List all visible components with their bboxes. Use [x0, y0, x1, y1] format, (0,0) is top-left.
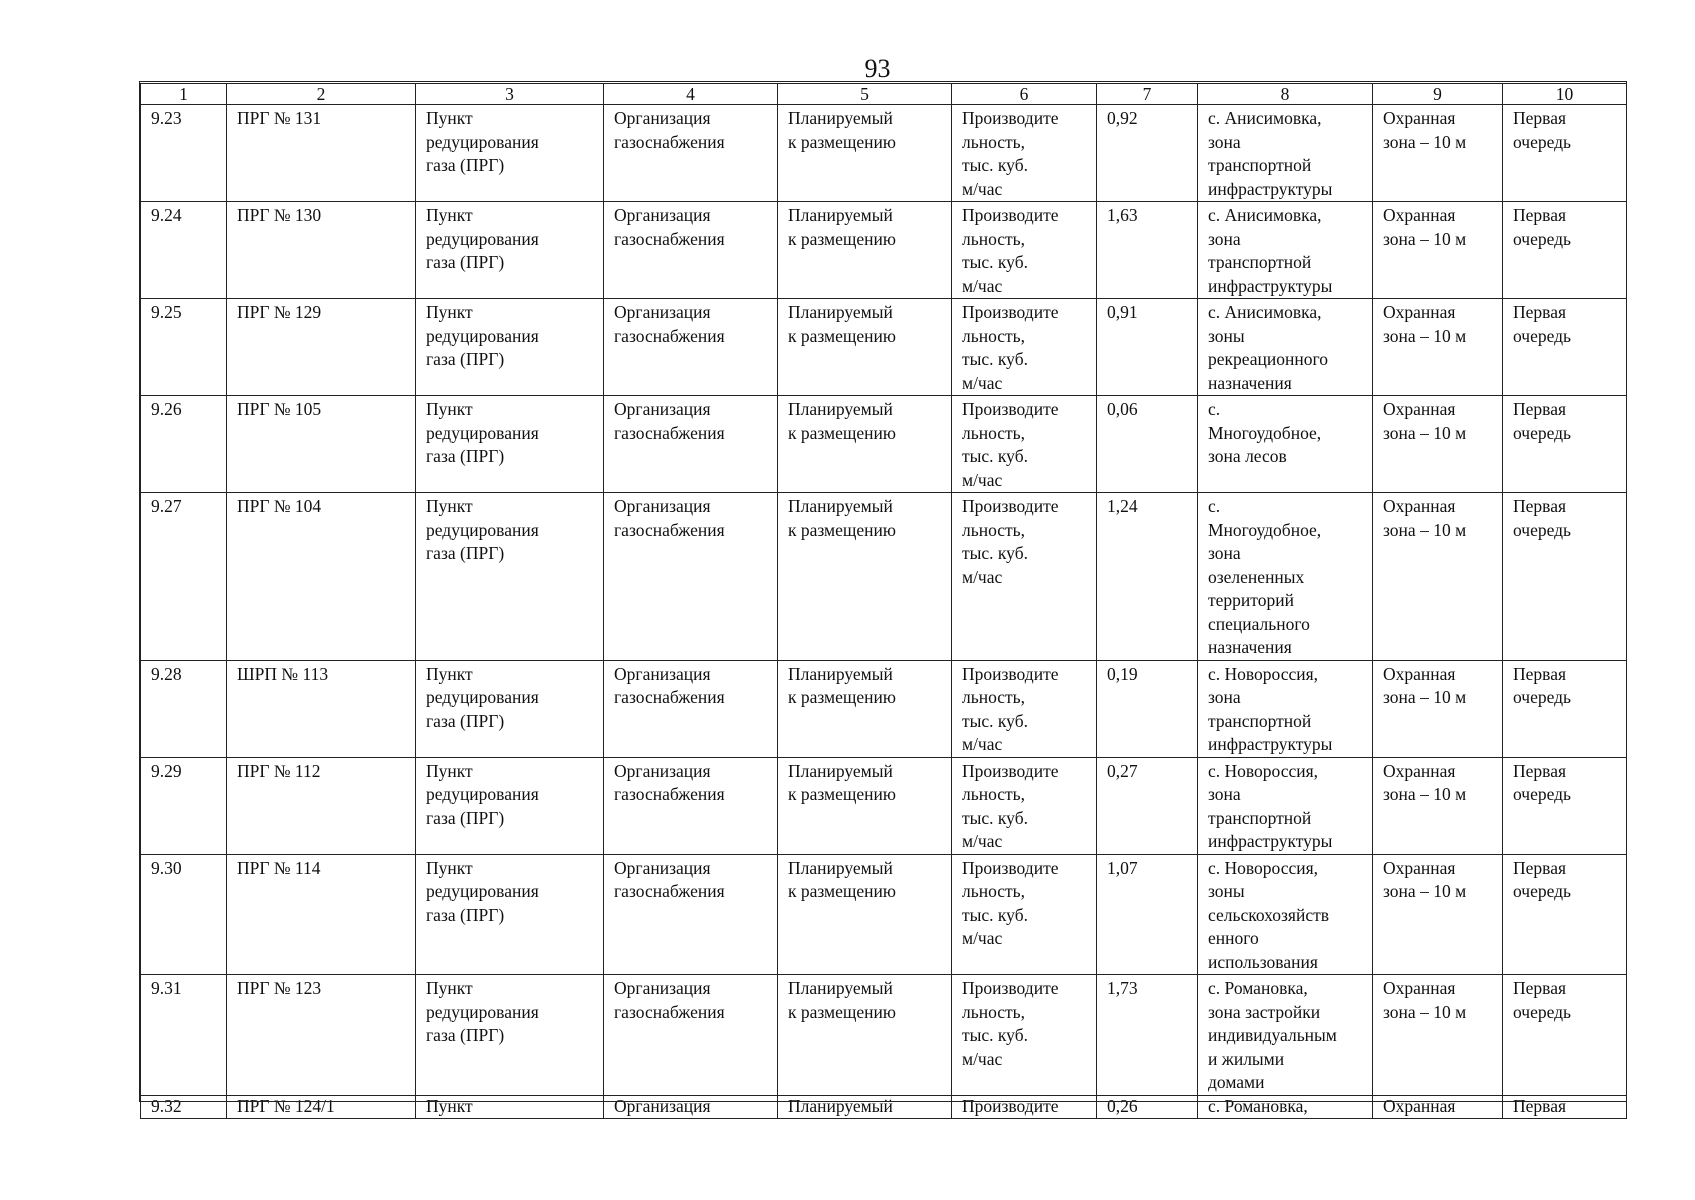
facility-code-cell: ПРГ № 114: [227, 854, 416, 975]
location-cell: с. Романовка, зона застройки индивидуальным и жилыми домами: [1198, 975, 1373, 1096]
purpose-cell: Организация газоснабжения: [604, 202, 778, 299]
stage-cell: Первая очередь: [1503, 105, 1627, 202]
zone-cell: Охранная зона – 10 м: [1373, 493, 1503, 661]
location-cell: с. Многоудобное, зона озелененных территорий специального назначения: [1198, 493, 1373, 661]
facilities-table: [140, 83, 1627, 1119]
zone-cell: Охранная зона – 10 м: [1373, 854, 1503, 975]
facility-type-cell: Пункт редуцирования газа (ПРГ): [416, 105, 604, 202]
stage-cell: Первая очередь: [1503, 299, 1627, 396]
purpose-cell: Организация газоснабжения: [604, 975, 778, 1096]
status-cell: Планируемый к размещению: [778, 299, 952, 396]
characteristic-cell: Производите льность, тыс. куб. м/час: [952, 854, 1097, 975]
value-cell: 0,92: [1097, 105, 1198, 202]
value-cell: 0,19: [1097, 660, 1198, 757]
characteristic-cell: Производите льность, тыс. куб. м/час: [952, 105, 1097, 202]
facility-type-cell: Пункт редуцирования газа (ПРГ): [416, 854, 604, 975]
status-cell: Планируемый к размещению: [778, 493, 952, 661]
table-row: [141, 854, 1627, 975]
column-number: 9: [1373, 84, 1503, 105]
purpose-cell: Организация газоснабжения: [604, 299, 778, 396]
item-number-cell: 9.23: [141, 105, 227, 202]
item-number-cell: 9.30: [141, 854, 227, 975]
characteristic-cell: Производите льность, тыс. куб. м/час: [952, 757, 1097, 854]
status-cell: Планируемый к размещению: [778, 854, 952, 975]
location-cell: с. Анисимовка, зона транспортной инфраструктуры: [1198, 105, 1373, 202]
table-row: [141, 493, 1627, 661]
status-cell: Планируемый к размещению: [778, 975, 952, 1096]
facility-type-cell: Пункт: [416, 1095, 604, 1118]
value-cell: 0,27: [1097, 757, 1198, 854]
page-number: 93: [864, 54, 891, 83]
stage-cell: Первая очередь: [1503, 975, 1627, 1096]
purpose-cell: Организация газоснабжения: [604, 854, 778, 975]
characteristic-cell: Производите льность, тыс. куб. м/час: [952, 396, 1097, 493]
status-cell: Планируемый к размещению: [778, 105, 952, 202]
column-number: 2: [227, 84, 416, 105]
stage-cell: Первая очередь: [1503, 854, 1627, 975]
table-row: [141, 105, 1627, 202]
value-cell: 0,06: [1097, 396, 1198, 493]
stage-cell: Первая очередь: [1503, 660, 1627, 757]
facility-type-cell: Пункт редуцирования газа (ПРГ): [416, 493, 604, 661]
zone-cell: Охранная зона – 10 м: [1373, 975, 1503, 1096]
facility-code-cell: ПРГ № 124/1: [227, 1095, 416, 1118]
status-cell: Планируемый к размещению: [778, 660, 952, 757]
characteristic-cell: Производите льность, тыс. куб. м/час: [952, 660, 1097, 757]
location-cell: с. Многоудобное, зона лесов: [1198, 396, 1373, 493]
facility-code-cell: ПРГ № 129: [227, 299, 416, 396]
column-number: 5: [778, 84, 952, 105]
item-number-cell: 9.25: [141, 299, 227, 396]
purpose-cell: Организация газоснабжения: [604, 493, 778, 661]
table-row: [141, 1095, 1627, 1118]
stage-cell: Первая: [1503, 1095, 1627, 1118]
characteristic-cell: Производите льность, тыс. куб. м/час: [952, 299, 1097, 396]
column-number: 8: [1198, 84, 1373, 105]
item-number-cell: 9.26: [141, 396, 227, 493]
table-row: [141, 396, 1627, 493]
location-cell: с. Анисимовка, зона транспортной инфраструктуры: [1198, 202, 1373, 299]
zone-cell: Охранная зона – 10 м: [1373, 105, 1503, 202]
value-cell: 1,24: [1097, 493, 1198, 661]
item-number-cell: 9.24: [141, 202, 227, 299]
value-cell: 0,91: [1097, 299, 1198, 396]
facility-code-cell: ПРГ № 123: [227, 975, 416, 1096]
location-cell: с. Новороссия, зоны сельскохозяйств енного использования: [1198, 854, 1373, 975]
column-number: 6: [952, 84, 1097, 105]
status-cell: Планируемый к размещению: [778, 202, 952, 299]
location-cell: с. Анисимовка, зоны рекреационного назначения: [1198, 299, 1373, 396]
zone-cell: Охранная зона – 10 м: [1373, 202, 1503, 299]
table-row: [141, 757, 1627, 854]
value-cell: 1,63: [1097, 202, 1198, 299]
location-cell: с. Новороссия, зона транспортной инфраструктуры: [1198, 660, 1373, 757]
purpose-cell: Организация газоснабжения: [604, 396, 778, 493]
value-cell: 1,07: [1097, 854, 1198, 975]
stage-cell: Первая очередь: [1503, 202, 1627, 299]
facility-type-cell: Пункт редуцирования газа (ПРГ): [416, 299, 604, 396]
column-number: 7: [1097, 84, 1198, 105]
location-cell: с. Романовка,: [1198, 1095, 1373, 1118]
table-row: [141, 202, 1627, 299]
facility-type-cell: Пункт редуцирования газа (ПРГ): [416, 975, 604, 1096]
item-number-cell: 9.31: [141, 975, 227, 1096]
value-cell: 0,26: [1097, 1095, 1198, 1118]
facility-type-cell: Пункт редуцирования газа (ПРГ): [416, 396, 604, 493]
facility-type-cell: Пункт редуцирования газа (ПРГ): [416, 202, 604, 299]
table-row: [141, 660, 1627, 757]
column-number-row: [141, 84, 1627, 105]
zone-cell: Охранная зона – 10 м: [1373, 396, 1503, 493]
purpose-cell: Организация: [604, 1095, 778, 1118]
characteristic-cell: Производите льность, тыс. куб. м/час: [952, 975, 1097, 1096]
stage-cell: Первая очередь: [1503, 396, 1627, 493]
facility-code-cell: ПРГ № 112: [227, 757, 416, 854]
zone-cell: Охранная зона – 10 м: [1373, 660, 1503, 757]
status-cell: Планируемый к размещению: [778, 757, 952, 854]
table-row: [141, 299, 1627, 396]
facility-type-cell: Пункт редуцирования газа (ПРГ): [416, 757, 604, 854]
characteristic-cell: Производите: [952, 1095, 1097, 1118]
purpose-cell: Организация газоснабжения: [604, 757, 778, 854]
status-cell: Планируемый: [778, 1095, 952, 1118]
facility-type-cell: Пункт редуцирования газа (ПРГ): [416, 660, 604, 757]
facility-code-cell: ШРП № 113: [227, 660, 416, 757]
item-number-cell: 9.32: [141, 1095, 227, 1118]
value-cell: 1,73: [1097, 975, 1198, 1096]
purpose-cell: Организация газоснабжения: [604, 105, 778, 202]
column-number: 4: [604, 84, 778, 105]
zone-cell: Охранная зона – 10 м: [1373, 299, 1503, 396]
stage-cell: Первая очередь: [1503, 757, 1627, 854]
zone-cell: Охранная зона – 10 м: [1373, 757, 1503, 854]
column-number: 3: [416, 84, 604, 105]
table-row: [141, 975, 1627, 1096]
location-cell: с. Новороссия, зона транспортной инфраструктуры: [1198, 757, 1373, 854]
item-number-cell: 9.29: [141, 757, 227, 854]
facility-code-cell: ПРГ № 130: [227, 202, 416, 299]
item-number-cell: 9.28: [141, 660, 227, 757]
item-number-cell: 9.27: [141, 493, 227, 661]
facility-code-cell: ПРГ № 131: [227, 105, 416, 202]
column-number: 10: [1503, 84, 1627, 105]
status-cell: Планируемый к размещению: [778, 396, 952, 493]
purpose-cell: Организация газоснабжения: [604, 660, 778, 757]
zone-cell: Охранная: [1373, 1095, 1503, 1118]
facility-code-cell: ПРГ № 105: [227, 396, 416, 493]
facility-code-cell: ПРГ № 104: [227, 493, 416, 661]
stage-cell: Первая очередь: [1503, 493, 1627, 661]
characteristic-cell: Производите льность, тыс. куб. м/час: [952, 493, 1097, 661]
column-number: 1: [141, 84, 227, 105]
characteristic-cell: Производите льность, тыс. куб. м/час: [952, 202, 1097, 299]
